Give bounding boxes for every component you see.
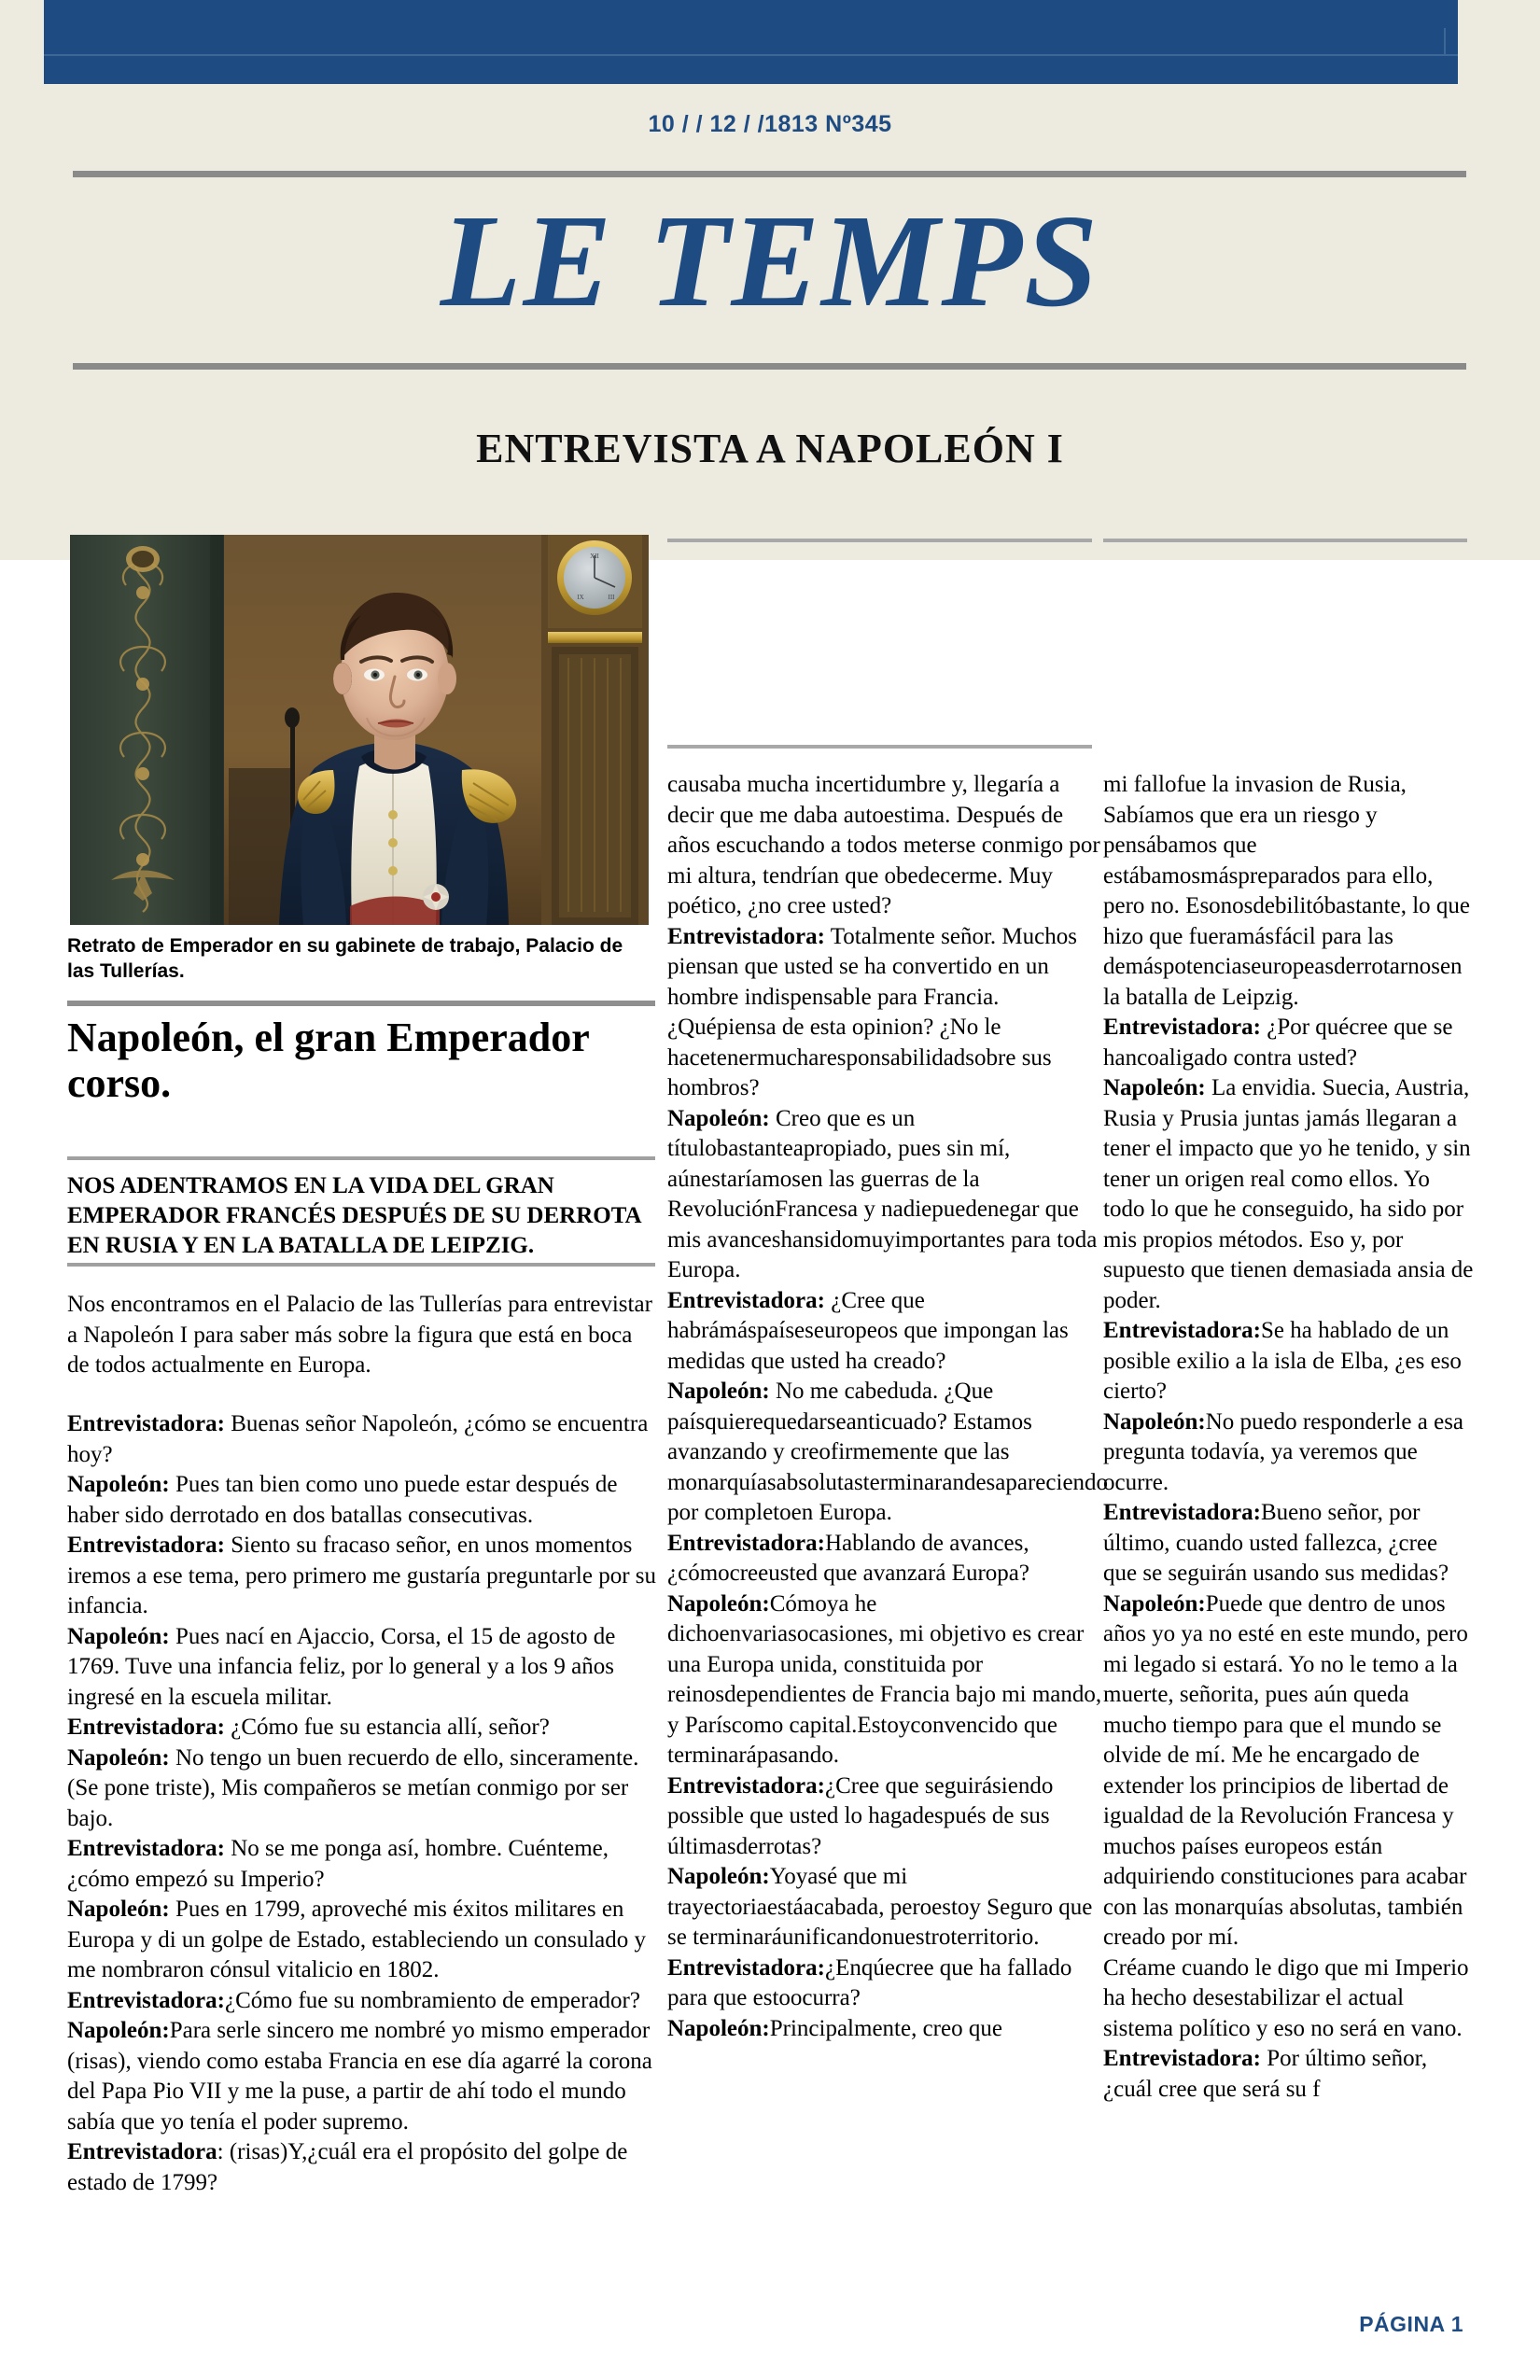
column2-rule-top (667, 539, 1092, 542)
dialogue-line: Napoleón: No tengo un buen recuerdo de ello, sinceramente. (Se pone triste), Mis compañeros se metían conmigo por ser bajo. (67, 1744, 639, 1831)
speaker-label: Napoleón: (1103, 1075, 1206, 1100)
speaker-label: Napoleón: (667, 1590, 770, 1617)
speaker-label: Entrevistadora: (67, 1533, 225, 1558)
article-column-2 (667, 770, 1109, 2044)
speaker-label: Napoleón: (667, 1864, 770, 1889)
dialogue-line: Napoleón: La envidia. Suecia, Austria, Rusia y Prusia juntas jamás llegaran a tener el impacto que yo he tenido, y sin tener un origen real como ellos. Yo todo lo que he conseguido, ha sido por mis propios métodos. Eso y, por supuesto que tienen demasiada ansia de poder. (1103, 1075, 1474, 1313)
speaker-label: Entrevistadora: (1103, 1318, 1261, 1343)
blue-header-divider (44, 54, 1458, 56)
dialogue-line: Napoleón:Yoyasé que mi trayectoriaestáacabada, peroestoy Seguro que se terminaráunificandonuestroterritorio. (667, 1864, 1093, 1950)
article-lede: Nos encontramos en el Palacio de las Tullerías para entrevistar a Napoleón I para saber más sobre la figura que está en boca de todos actualmente en Europa. (67, 1292, 652, 1378)
speaker-label: Napoleón: (67, 1897, 170, 1922)
dialogue-line: Napoleón:No puedo responderle a esa pregunta todavía, ya veremos que ocurre. (1103, 1408, 1464, 1495)
article-column-3 (1103, 770, 1477, 2105)
blue-header-tick (1444, 28, 1446, 56)
dialogue-line: Entrevistadora:Bueno señor, por último, cuando usted fallezca, ¿cree que se seguirán usando sus medidas? (1103, 1500, 1449, 1586)
dialogue-line: Entrevistadora:¿Cree que seguirásiendo possible que usted lo hagadespués de sus últimasderrotas? (667, 1772, 1054, 1859)
dialogue-line: Entrevistadora:¿Enqúecree que ha fallado para que estoocurra? (667, 1954, 1072, 2010)
dialogue-line: Napoleón: Pues tan bien como uno puede estar después de haber sido derrotado en dos batallas consecutivas. (67, 1472, 618, 1528)
column2-rule-mid (667, 745, 1092, 749)
speaker-label: Napoleón: (1103, 1408, 1206, 1435)
speaker-label: Entrevistadora: (667, 1287, 825, 1313)
dialogue-line: Napoleón:Principalmente, creo que (667, 2015, 1002, 2041)
svg-text:IX: IX (577, 594, 584, 601)
speaker-label: Entrevistadora: (67, 1411, 225, 1436)
headline-rule (67, 1001, 655, 1006)
dialogue-line: Entrevistadora:Se ha hablado de un posible exilio a la isla de Elba, ¿es eso cierto? (1103, 1318, 1462, 1404)
dialogue-line: Napoleón: No me cabeduda. ¿Que paísquierequedarseanticuado? Estamos avanzando y creofirmemente que las monarquíasabsolutasterminarandesapareciendo por completoen Europa. (667, 1379, 1109, 1525)
speaker-label: Napoleón: (67, 2018, 170, 2043)
column3-rule-top (1103, 539, 1467, 542)
speaker-label: Napoleón: (67, 1744, 170, 1771)
dialogue-line: Napoleón:Puede que dentro de unos años yo ya no esté en este mundo, pero mi legado si estará. Yo no le temo a la muerte, señorita, pues aún queda mucho tiempo para que el mundo se olvide de mí. Me he encargado de extender los principios de libertad de igualdad de la Revolución Francesa y muchos países europeos están adquiriendo constituciones para acabar con las monarquías absolutas, también creado por mí. (1103, 1590, 1468, 1950)
dialogue-line: Napoleón: Pues nací en Ajaccio, Corsa, el 15 de agosto de 1769. Tuve una infancia feliz, por lo general y a los 9 años ingresé en la escuela militar. (67, 1623, 616, 1710)
dialogue-line: Entrevistadora: Buenas señor Napoleón, ¿cómo se encuentra hoy? (67, 1411, 649, 1467)
speaker-label: Napoleón: (67, 1472, 170, 1497)
dialogue-line: Entrevistadora: ¿Cree que habrámáspaíseseuropeos que impongan las medidas que usted ha creado? (667, 1287, 1069, 1374)
page-title: LE TEMPS (440, 187, 1100, 334)
blue-header-bar (44, 0, 1458, 84)
speaker-label: Entrevistadora: (1103, 2046, 1261, 2071)
speaker-label: Entrevistadora: (667, 1530, 825, 1556)
speaker-label: Entrevistadora: (67, 1987, 225, 2013)
napoleon-portrait-image (70, 535, 649, 925)
dialogue-line: Napoleón: Pues en 1799, aproveché mis éxitos militares en Europa y di un golpe de Estado, estableciendo un consulado y me nombraron cónsul vitalicio en 1802. (67, 1897, 646, 1982)
article-headline: Napoleón, el gran Emperador corso. (67, 1015, 589, 1107)
dialogue-line: Entrevistadora: Por último señor, ¿cuál cree que será su f (1103, 2046, 1428, 2102)
dialogue-line: Napoleón:Para serle sincero me nombré yo mismo emperador (risas), viendo como estaba Francia en ese día agarré la corona del Papa Pio VII y me la puse, a partir de ahí todo el mundo sabía que yo tenía el poder supremo. (67, 2018, 652, 2135)
speaker-label: Napoleón: (1103, 1590, 1206, 1617)
section-title: ENTREVISTA A NAPOLEÓN I (476, 426, 1064, 471)
dialogue-line: Entrevistadora: (risas)Y,¿cuál era el propósito del golpe de estado de 1799? (67, 2139, 628, 2195)
page-number: PÁGINA 1 (1359, 2312, 1463, 2336)
dialogue-line: Entrevistadora: ¿Cómo fue su estancia allí, señor? (67, 1715, 550, 1740)
speaker-label: Entrevistadora: (667, 1954, 825, 1981)
dateline: 10 / / 12 / /1813 Nº345 (648, 111, 892, 137)
dialogue-line: Entrevistadora: ¿Por quécree que se hancoaligado contra usted? (1103, 1015, 1453, 1071)
dialogue-line: Entrevistadora: No se me ponga así, hombre. Cuénteme, ¿cómo empezó su Imperio? (67, 1836, 609, 1892)
speaker-label: Napoleón: (67, 1623, 170, 1649)
subhead-rule-top (67, 1156, 655, 1160)
dialogue-line: Entrevistadora: Totalmente señor. Muchos piensan que usted se ha convertido en un hombre indispensable para Francia. ¿Quépiensa de esta opinion? ¿No le hacetenermucharesponsabilidadsobre sus hombros? (667, 923, 1077, 1100)
speaker-label: Entrevistadora: (1103, 1015, 1261, 1040)
speaker-label: Entrevistadora (67, 2139, 217, 2164)
masthead-rule-top (73, 171, 1466, 177)
masthead-rule-bottom (73, 363, 1466, 370)
dialogue-line: Créame cuando le digo que mi Imperio ha hecho desestabilizar el actual sistema político y eso no será en vano. (1103, 1954, 1469, 2041)
speaker-label: Entrevistadora: (667, 1772, 825, 1799)
speaker-label: Napoleón: (667, 1105, 770, 1131)
speaker-label: Entrevistadora: (667, 923, 825, 949)
dialogue-line: Entrevistadora:¿Cómo fue su nombramiento de emperador? (67, 1987, 640, 2013)
speaker-label: Entrevistadora: (67, 1715, 225, 1740)
dialogue-line: mi fallofue la invasion de Rusia, Sabíamos que era un riesgo y pensábamos que estábamosmáspreparados para ello, pero no. Esonosdebilitóbastante, lo que hizo que fueramásfácil para las demáspotenciaseuropeasderrotarnosen la batalla de Leipzig. (1103, 772, 1470, 1010)
article-subhead: NOS ADENTRAMOS EN LA VIDA DEL GRAN EMPERADOR FRANCÉS DESPUÉS DE SU DERROTA EN RUSIA Y EN LA BATALLA DE LEIPZIG. (67, 1173, 641, 1258)
dialogue-line: Napoleón: Creo que es un títulobastanteapropiado, pues sin mí, aúnestaríamosen las guerras de la RevoluciónFrancesa y nadiepuedenegar que mis avanceshansidomuyimportantes para toda Europa. (667, 1105, 1098, 1282)
photo-caption: Retrato de Emperador en su gabinete de trabajo, Palacio de las Tullerías. (67, 935, 623, 983)
dialogue-line: causaba mucha incertidumbre y, llegaría a decir que me daba autoestima. Después de años escuchando a todos meterse conmigo por mi altura, tendrían que obedecerme. Muy poético, ¿no cree usted? (667, 772, 1100, 918)
dialogue-line: Napoleón:Cómoya he dichoenvariasocasiones, mi objetivo es crear una Europa unida, constituida por reinosdependientes de Francia bajo mi mando, y Paríscomo capital.Estoyconvencido que terminarápasando. (667, 1590, 1102, 1768)
speaker-label: Napoleón: (667, 2015, 770, 2041)
speaker-label: Napoleón: (667, 1379, 770, 1404)
lede-rule (67, 1263, 655, 1267)
svg-text:III: III (608, 594, 615, 601)
dialogue-line: Entrevistadora: Siento su fracaso señor, en unos momentos iremos a ese tema, pero primero me gustaría preguntarle por su infancia. (67, 1533, 657, 1618)
svg-text:XII: XII (590, 553, 599, 560)
speaker-label: Entrevistadora: (67, 1836, 225, 1861)
portrait-illustration (70, 535, 649, 925)
article-column-1 (67, 1409, 665, 2198)
dialogue-line: Entrevistadora:Hablando de avances, ¿cómocreeusted que avanzará Europa? (667, 1530, 1029, 1586)
speaker-label: Entrevistadora: (1103, 1500, 1261, 1525)
